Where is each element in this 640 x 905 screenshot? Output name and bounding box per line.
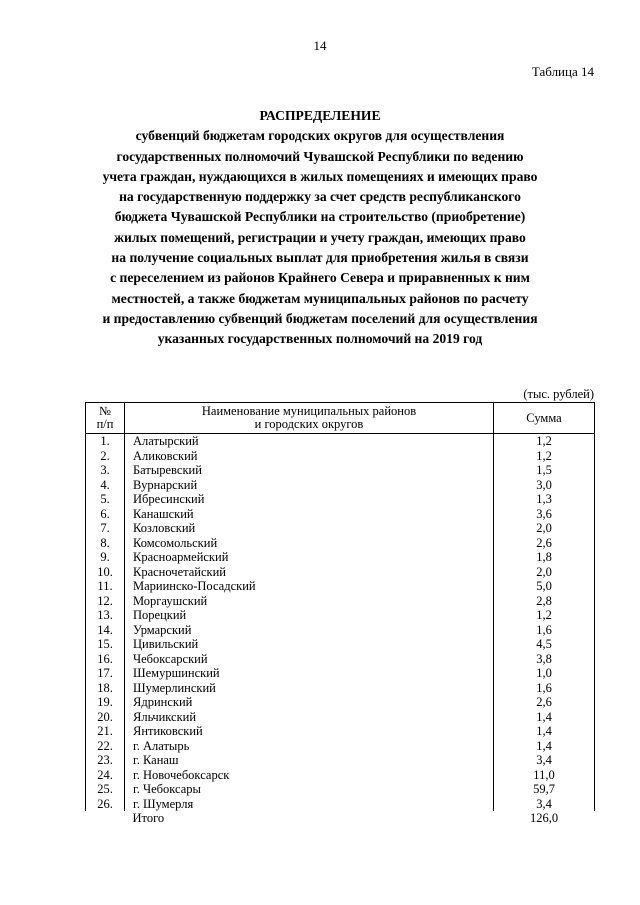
row-number: 6.	[86, 507, 125, 522]
row-sum: 3,4	[494, 753, 595, 768]
title-line: на государственную поддержку за счет средств республиканского	[119, 189, 521, 205]
row-name: Шемуршинский	[125, 666, 494, 681]
row-name: Моргаушский	[125, 594, 494, 609]
header-name-line2: и городских округов	[254, 417, 364, 431]
row-name: Батыревский	[125, 463, 494, 478]
row-sum: 3,4	[494, 797, 595, 812]
table-row	[86, 739, 595, 754]
title-line: местностей, а также бюджетам муниципальных районов по расчету	[111, 290, 529, 306]
table-row	[86, 782, 595, 797]
row-number: 12.	[86, 594, 125, 609]
title-line: субвенций бюджетам городских округов для осуществления	[135, 128, 505, 144]
allocation-table	[85, 402, 595, 826]
table-row	[86, 463, 595, 478]
table-row	[86, 550, 595, 565]
row-number: 5.	[86, 492, 125, 507]
row-name: Вурнарский	[125, 478, 494, 493]
row-sum: 2,0	[494, 521, 595, 536]
table-row	[86, 434, 595, 449]
table-row	[86, 594, 595, 609]
header-number	[86, 403, 125, 434]
row-name: Козловский	[125, 521, 494, 536]
row-name: г. Новочебоксарск	[125, 768, 494, 783]
table-row	[86, 768, 595, 783]
table-row	[86, 579, 595, 594]
title-line: государственных полномочий Чувашской Республики по ведению	[116, 148, 524, 164]
row-sum: 59,7	[494, 782, 595, 797]
row-name: Комсомольский	[125, 536, 494, 551]
table-row	[86, 710, 595, 725]
table-header-row	[86, 403, 595, 434]
row-name: Цивильский	[125, 637, 494, 652]
table-row	[86, 652, 595, 667]
row-sum: 1,4	[494, 739, 595, 754]
row-sum: 1,5	[494, 463, 595, 478]
row-number: 22.	[86, 739, 125, 754]
row-number: 4.	[86, 478, 125, 493]
title-line: с переселением из районов Крайнего Севера и приравненных к ним	[110, 270, 530, 286]
row-number: 13.	[86, 608, 125, 623]
row-name: Мариинско-Посадский	[125, 579, 494, 594]
total-sum: 126,0	[529, 811, 559, 825]
document-title	[60, 106, 580, 350]
row-sum: 1,2	[494, 434, 595, 449]
header-name-line1: Наименование муниципальных районов	[201, 404, 417, 418]
table-row	[86, 695, 595, 710]
row-name: Аликовский	[125, 449, 494, 464]
table-row	[86, 478, 595, 493]
table-row	[86, 724, 595, 739]
row-sum: 3,8	[494, 652, 595, 667]
title-line: учета граждан, нуждающихся в жилых помещениях и имеющих право	[102, 168, 538, 184]
row-number: 14.	[86, 623, 125, 638]
row-sum: 4,5	[494, 637, 595, 652]
header-number-line2: п/п	[96, 417, 114, 431]
row-number: 19.	[86, 695, 125, 710]
row-number: 7.	[86, 521, 125, 536]
row-name: Канашский	[125, 507, 494, 522]
header-number-line1: №	[99, 404, 111, 418]
row-number: 20.	[86, 710, 125, 725]
row-number: 24.	[86, 768, 125, 783]
row-number: 9.	[86, 550, 125, 565]
row-number: 10.	[86, 565, 125, 580]
total-number-cell	[86, 811, 125, 826]
row-sum: 1,8	[494, 550, 595, 565]
title-heading: РАСПРЕДЕЛЕНИЕ	[259, 108, 381, 123]
row-name: Красноармейский	[125, 550, 494, 565]
table-row	[86, 797, 595, 812]
row-sum: 1,2	[494, 608, 595, 623]
row-name: Шумерлинский	[125, 681, 494, 696]
row-name: Яльчикский	[125, 710, 494, 725]
page-number: 14	[313, 38, 327, 53]
row-name: Ядринский	[125, 695, 494, 710]
title-line: бюджета Чувашской Республики на строительство (приобретение)	[114, 209, 526, 225]
row-name: Янтиковский	[125, 724, 494, 739]
title-line: и предоставлению субвенций бюджетам поселений для осуществления	[102, 310, 538, 326]
row-number: 16.	[86, 652, 125, 667]
table-row	[86, 565, 595, 580]
row-sum: 1,2	[494, 449, 595, 464]
row-name: г. Канаш	[125, 753, 494, 768]
row-sum: 2,6	[494, 695, 595, 710]
total-label: Итого	[132, 811, 165, 825]
row-sum: 1,0	[494, 666, 595, 681]
row-name: Урмарский	[125, 623, 494, 638]
row-name: Алатырский	[125, 434, 494, 449]
title-line: указанных государственных полномочий на 2019 год	[157, 331, 483, 347]
table-body	[86, 434, 595, 826]
row-sum: 2,6	[494, 536, 595, 551]
row-number: 23.	[86, 753, 125, 768]
row-number: 21.	[86, 724, 125, 739]
row-sum: 2,0	[494, 565, 595, 580]
row-number: 17.	[86, 666, 125, 681]
row-sum: 1,4	[494, 724, 595, 739]
table-row	[86, 608, 595, 623]
table-row	[86, 666, 595, 681]
table-row	[86, 449, 595, 464]
title-line: на получение социальных выплат для приобретения жилья в связи	[111, 250, 529, 266]
row-number: 25.	[86, 782, 125, 797]
row-sum: 3,6	[494, 507, 595, 522]
title-line: жилых помещений, регистрации и учету граждан, имеющих право	[114, 229, 526, 245]
row-sum: 3,0	[494, 478, 595, 493]
table-row	[86, 681, 595, 696]
table-row	[86, 753, 595, 768]
row-name: Красночетайский	[125, 565, 494, 580]
row-name: г. Чебоксары	[125, 782, 494, 797]
row-name: Ибресинский	[125, 492, 494, 507]
row-name: г. Шумерля	[125, 797, 494, 812]
table-label: Таблица 14	[531, 64, 594, 79]
header-sum: Сумма	[494, 403, 595, 434]
row-sum: 1,3	[494, 492, 595, 507]
row-sum: 1,6	[494, 623, 595, 638]
row-name: Чебоксарский	[125, 652, 494, 667]
total-row	[86, 811, 595, 826]
table-row	[86, 492, 595, 507]
row-sum: 2,8	[494, 594, 595, 609]
row-number: 26.	[86, 797, 125, 812]
row-number: 8.	[86, 536, 125, 551]
row-number: 18.	[86, 681, 125, 696]
row-sum: 5,0	[494, 579, 595, 594]
row-number: 2.	[86, 449, 125, 464]
header-name	[125, 403, 494, 434]
table-row	[86, 623, 595, 638]
row-sum: 11,0	[494, 768, 595, 783]
table-row	[86, 637, 595, 652]
row-number: 3.	[86, 463, 125, 478]
row-sum: 1,4	[494, 710, 595, 725]
unit-label: (тыс. рублей)	[523, 387, 594, 401]
row-number: 15.	[86, 637, 125, 652]
row-number: 1.	[86, 434, 125, 449]
row-number: 11.	[86, 579, 125, 594]
row-name: Порецкий	[125, 608, 494, 623]
table-row	[86, 507, 595, 522]
row-sum: 1,6	[494, 681, 595, 696]
table-row	[86, 536, 595, 551]
table-row	[86, 521, 595, 536]
row-name: г. Алатырь	[125, 739, 494, 754]
